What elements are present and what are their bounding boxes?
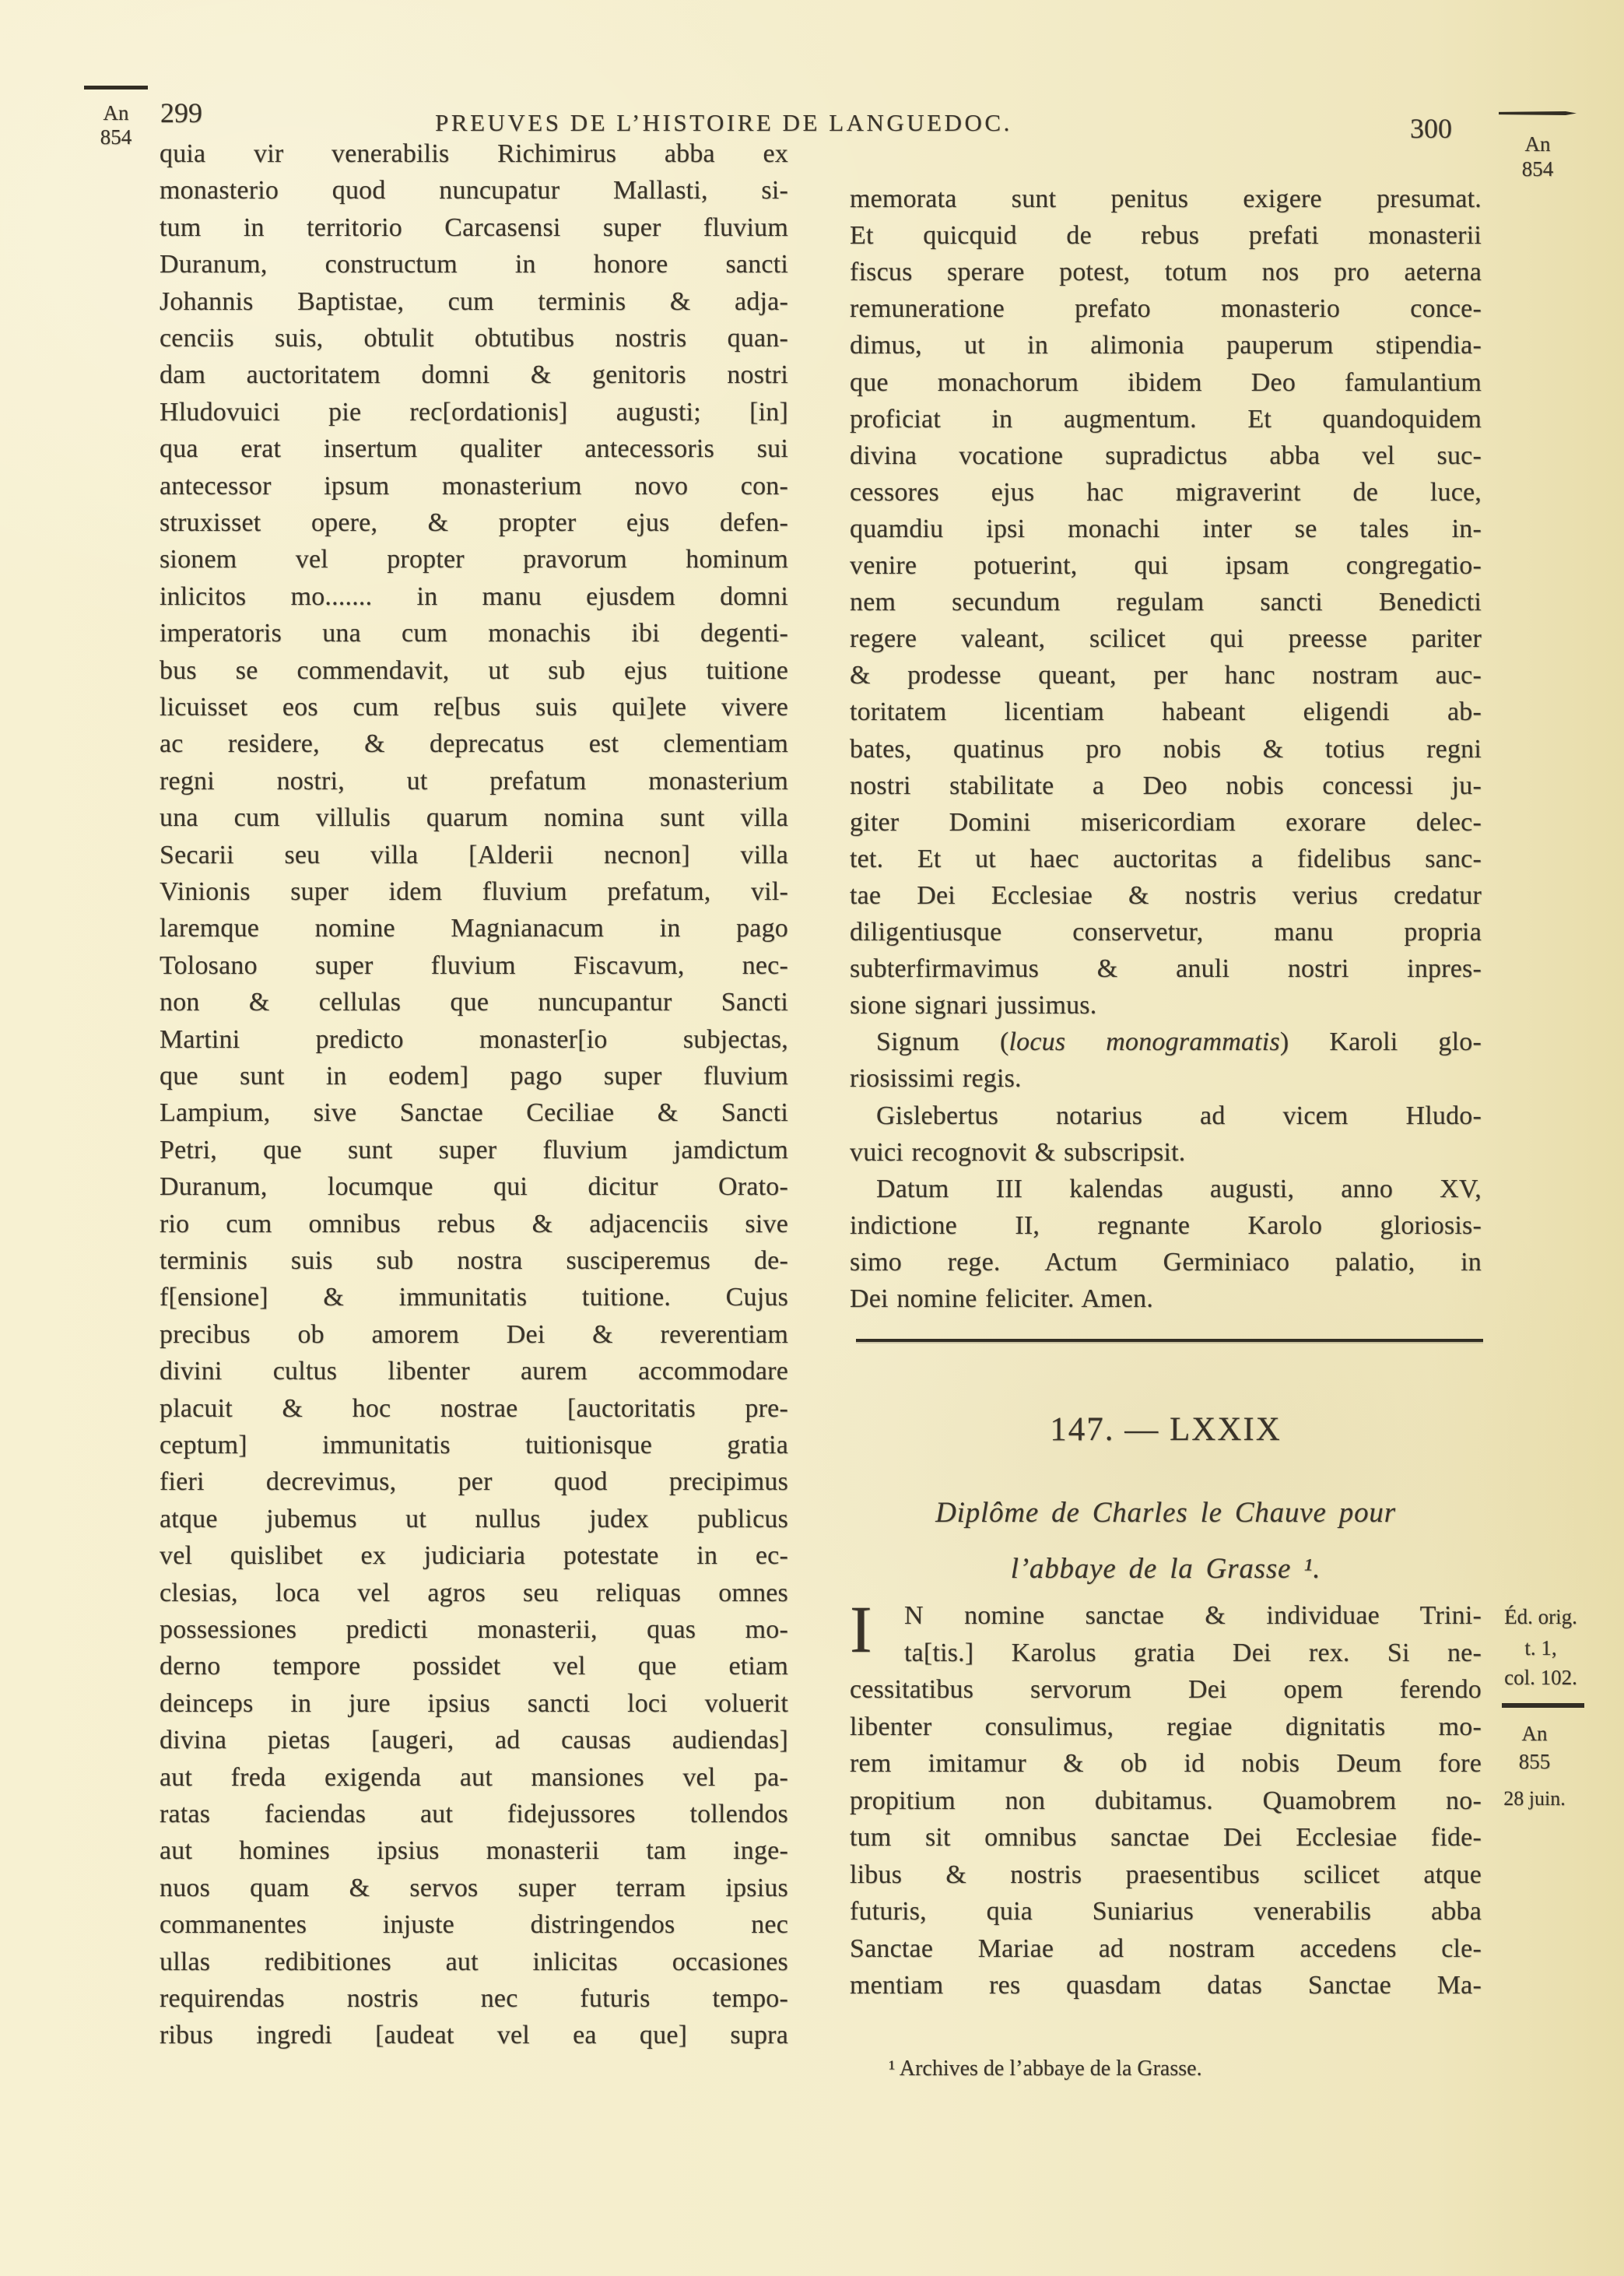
text-line: laremque nomine Magnianacum in pago [160,914,788,943]
text-line: inlicitos mo....... in manu ejusdem domni [160,582,788,611]
text-line: aut freda exigenda aut mansiones vel pa- [160,1763,788,1792]
text-line: remuneratione prefato monasterio conce- [850,294,1482,323]
section-paragraph [850,0,1482,2276]
text-line: memorata sunt penitus exigere presumat. [850,184,1482,213]
text-line: una cum villulis quarum nomina sunt villa [160,803,788,832]
text-line: tae Dei Ecclesiae & nostris verius credatur [850,881,1482,910]
text-line: Johannis Baptistae, cum terminis & adja- [160,287,788,316]
text-line: quia vir venerabilis Richimirus abba ex [160,139,788,168]
margin-source-rule [1502,1703,1584,1708]
text-line: Hludovuici pie rec[ordationis] augusti; [in] [160,398,788,427]
text-line: Et quicquid de rebus prefati monasterii [850,221,1482,250]
margin-source-column: col. 102. [1504,1666,1577,1689]
text-line: bates, quatinus pro nobis & totius regni [850,735,1482,764]
text-line: Gislebertus notarius ad vicem Hludo- [876,1101,1482,1130]
text-line: sionem vel propter pravorum hominum [160,545,788,574]
text-line: monasterio quod nuncupatur Mallasti, si- [160,176,788,205]
text-line: ac residere, & deprecatus est clementiam [160,729,788,758]
right-margin-year-label: An [1524,132,1551,156]
text-line: tum in territorio Carcasensi super fluvium [160,213,788,242]
text-line: que monachorum ibidem Deo famulantium [850,368,1482,397]
text-line: rio cum omnibus rebus & adjacenciis sive [160,1210,788,1238]
text-line: non & cellulas que nuncupantur Sancti [160,988,788,1017]
text-line: Signum (locus monogrammatis) Karoli glo- [876,1027,1482,1056]
left-margin-year-value: 854 [100,125,132,149]
text-line: Duranum, constructum in honore sancti [160,250,788,279]
text-line: subterfirmavimus & anuli nostri inpres- [850,954,1482,983]
text-line: fieri decrevimus, per quod precipimus [160,1467,788,1496]
margin-source-edition: Éd. orig. [1504,1605,1577,1628]
section-number-heading: 147. — LXXIX [1050,1411,1282,1448]
text-line: ceptum] immunitatis tuitionisque gratia [160,1431,788,1459]
text-line: derno tempore possidet vel que etiam [160,1652,788,1681]
left-text-column [160,0,788,2276]
text-line: nuos quam & servos super terram ipsius [160,1874,788,1902]
section-title-line2: l’abbaye de la Grasse ¹. [1010,1553,1321,1585]
text-line: vel quislibet ex judiciaria potestate in ec- [160,1541,788,1570]
text-line: libenter consulimus, regiae dignitatis mo- [850,1712,1482,1741]
text-line: dimus, ut in alimonia pauperum stipendia- [850,331,1482,360]
text-line: licuisset eos cum re[bus suis qui]ete vivere [160,693,788,722]
margin-source-tome: t. 1, [1524,1636,1557,1660]
text-line: Petri, que sunt super fluvium jamdictum [160,1136,788,1164]
text-line: indictione II, regnante Karolo gloriosis- [850,1211,1482,1240]
text-line: bus se commendavit, ut sub ejus tuitione [160,656,788,685]
left-margin-rule [84,86,148,90]
text-line: regni nostri, ut prefatum monasterium [160,767,788,796]
text-line: f[ensione] & immunitatis tuitione. Cujus [160,1283,788,1312]
text-line: nem secundum regulam sancti Benedicti [850,588,1482,616]
text-line: rem imitamur & ob id nobis Deum fore [850,1749,1482,1778]
text-line: tet. Et ut haec auctoritas a fidelibus sanc- [850,845,1482,873]
text-line: & prodesse queant, per hanc nostram auc- [850,661,1482,690]
text-line: dam auctoritatem domni & genitoris nostri [160,360,788,389]
text-line: simo rege. Actum Germiniaco palatio, in [850,1248,1482,1277]
text-line: placuit & hoc nostrae [auctoritatis pre- [160,1394,788,1423]
left-margin-year-label: An [103,101,129,125]
text-line: requirendas nostris nec futuris tempo- [160,1984,788,2013]
text-line: ratas faciendas aut fidejussores tollendos [160,1800,788,1828]
text-line: cessitatibus servorum Dei opem ferendo [850,1675,1482,1704]
running-head: PREUVES DE L’HISTOIRE DE LANGUEDOC. [435,109,1012,136]
right-margin-year-value: 854 [1521,157,1554,181]
text-line: que sunt in eodem] pago super fluvium [160,1062,788,1091]
text-line: mentiam res quasdam datas Sanctae Ma- [850,1971,1482,2000]
right-margin-rule [1499,111,1577,115]
text-line: clesias, loca vel agros seu reliquas omnes [160,1579,788,1607]
text-line: N nomine sanctae & individuae Trini- [904,1601,1482,1630]
text-line: divini cultus libenter aurem accommodare [160,1357,788,1386]
text-line: libus & nostris praesentibus scilicet atque [850,1860,1482,1889]
drop-cap-initial: I [850,1592,872,1667]
text-line: antecessor ipsum monasterium novo con- [160,472,788,501]
text-line: sione signari jussimus. [850,991,1097,1020]
text-line: propitium non dubitamus. Quamobrem no- [850,1786,1482,1815]
text-line: Lampium, sive Sanctae Ceciliae & Sancti [160,1098,788,1127]
text-line: toritatem licentiam habeant eligendi ab- [850,697,1482,726]
text-line: aut homines ipsius monasterii tam inge- [160,1836,788,1865]
text-line: Duranum, locumque qui dicitur Orato- [160,1172,788,1201]
text-line: Secarii seu villa [Alderii necnon] villa [160,841,788,869]
text-line: giter Domini misericordiam exorare delec- [850,808,1482,837]
page-number-left: 299 [160,97,202,128]
text-line: atque jubemus ut nullus judex publicus [160,1505,788,1533]
text-line: Tolosano super fluvium Fiscavum, nec- [160,951,788,980]
section-title-line1: Diplôme de Charles le Chauve pour [935,1497,1396,1529]
text-line: fiscus sperare potest, totum nos pro aeterna [850,258,1482,286]
text-line: Datum III kalendas augusti, anno XV, [876,1175,1482,1203]
text-line: ullas redibitiones aut inlicitas occasiones [160,1948,788,1976]
text-line: divina pietas [augeri, ad causas audiendas] [160,1726,788,1754]
text-line: divina vocatione supradictus abba vel suc- [850,441,1482,470]
text-line: ribus ingredi [audeat vel ea que] supra [160,2021,788,2049]
text-line: quamdiu ipsi monachi inter se tales in- [850,515,1482,543]
margin-date-note: 28 juin. [1503,1787,1566,1810]
page-number-right: 300 [1410,113,1452,144]
text-line: commanentes injuste distringendos nec [160,1910,788,1939]
text-line: Sanctae Mariae ad nostram accedens cle- [850,1934,1482,1963]
text-line: nostri stabilitate a Deo nobis concessi ju- [850,771,1482,800]
margin-year-855-label: An [1521,1722,1548,1745]
text-line: vuici recognovit & subscripsit. [850,1138,1186,1167]
text-line: terminis suis sub nostra susciperemus de- [160,1246,788,1275]
text-line: Martini predicto monaster[io subjectas, [160,1025,788,1054]
text-line: tum sit omnibus sanctae Dei Ecclesiae fide- [850,1823,1482,1852]
margin-year-855-value: 855 [1518,1750,1551,1773]
text-line: qua erat insertum qualiter antecessoris sui [160,434,788,463]
text-line: deinceps in jure ipsius sancti loci voluerit [160,1689,788,1718]
text-line: struxisset opere, & propter ejus defen- [160,508,788,537]
text-line: riosissimi regis. [850,1064,1022,1093]
text-line: cenciis suis, obtulit obtutibus nostris quan- [160,324,788,353]
text-line: futuris, quia Suniarius venerabilis abba [850,1897,1482,1926]
text-line: Dei nomine feliciter. Amen. [850,1284,1154,1313]
text-line: possessiones predicti monasterii, quas mo- [160,1615,788,1644]
text-line: ta[tis.] Karolus gratia Dei rex. Si ne- [904,1639,1482,1667]
text-line: cessores ejus hac migraverint de luce, [850,478,1482,507]
text-line: venire potuerint, qui ipsam congregatio- [850,551,1482,580]
text-line: proficiat in augmentum. Et quandoquidem [850,405,1482,434]
text-line: Vinionis super idem fluvium prefatum, vil- [160,877,788,906]
text-line: regere valeant, scilicet qui preesse pariter [850,624,1482,653]
text-line: diligentiusque conservetur, manu propria [850,918,1482,947]
text-line: precibus ob amorem Dei & reverentiam [160,1320,788,1349]
text-line: imperatoris una cum monachis ibi degenti- [160,619,788,648]
footnote: ¹ Archives de l’abbaye de la Grasse. [889,2056,1202,2081]
